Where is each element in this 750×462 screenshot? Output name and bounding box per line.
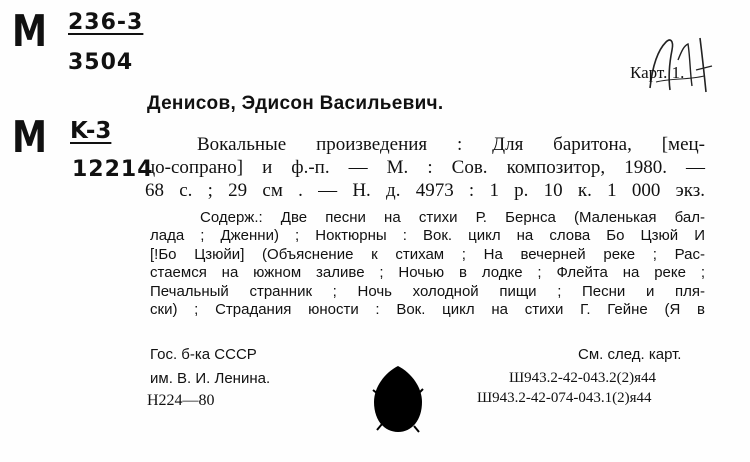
title-line: Вокальные произведения : Для баритона, [мец- (197, 134, 705, 155)
handwritten-class-bottom: K-3 (70, 118, 112, 144)
handwritten-number-top: 3504 (68, 50, 134, 75)
contents-note (150, 209, 705, 319)
handwritten-number-bottom: 12214 (72, 157, 154, 182)
title-block (145, 133, 705, 202)
contents-line: [!Бо Цзюйи] (Объяснение к стихам ; На вечерней реке ; Рас- (150, 245, 705, 263)
contents-line: стаемся на южном заливе ; Ночью в лодке ; Флейта на реке ; (150, 264, 705, 282)
ink-blot (372, 364, 424, 434)
classification-index-1: Ш943.2-42-043.2(2)я44 (509, 370, 657, 386)
library-line1: Гос. б-ка СССР (150, 346, 257, 363)
library-line2: им. В. И. Ленина. (150, 370, 271, 387)
handwritten-m-bottom: M (12, 112, 46, 163)
card-code: Н224—80 (147, 392, 215, 409)
title-line: цо-сопрано] и ф.-п. — М. : Сов. композитор, 1980. — (145, 157, 705, 178)
classification-index-2: Ш943.2-42-074-043.1(2)я44 (477, 390, 652, 406)
author-heading: Денисов, Эдисон Васильевич. (147, 93, 444, 114)
card-number: Карт. 1. (630, 63, 685, 82)
next-card-note: См. след. карт. (578, 346, 682, 363)
handwritten-m-top: M (12, 6, 46, 57)
handwritten-class-top: 236-3 (68, 10, 144, 35)
title-line: 68 с. ; 29 см . — Н. д. 4973 : 1 р. 10 к. 1 000 экз. (145, 180, 705, 201)
contents-line: Содерж.: Две песни на стихи Р. Бернса (Маленькая бал- (200, 209, 705, 226)
contents-line: ски) ; Страдания юности : Вок. цикл на стихи Г. Гейне (Я в (150, 301, 705, 319)
contents-line: Печальный странник ; Ночь холодной пищи ; Песни и пля- (150, 282, 705, 300)
contents-line: лада ; Дженни) ; Ноктюрны : Вок. цикл на слова Бо Цзюй И (150, 227, 705, 245)
